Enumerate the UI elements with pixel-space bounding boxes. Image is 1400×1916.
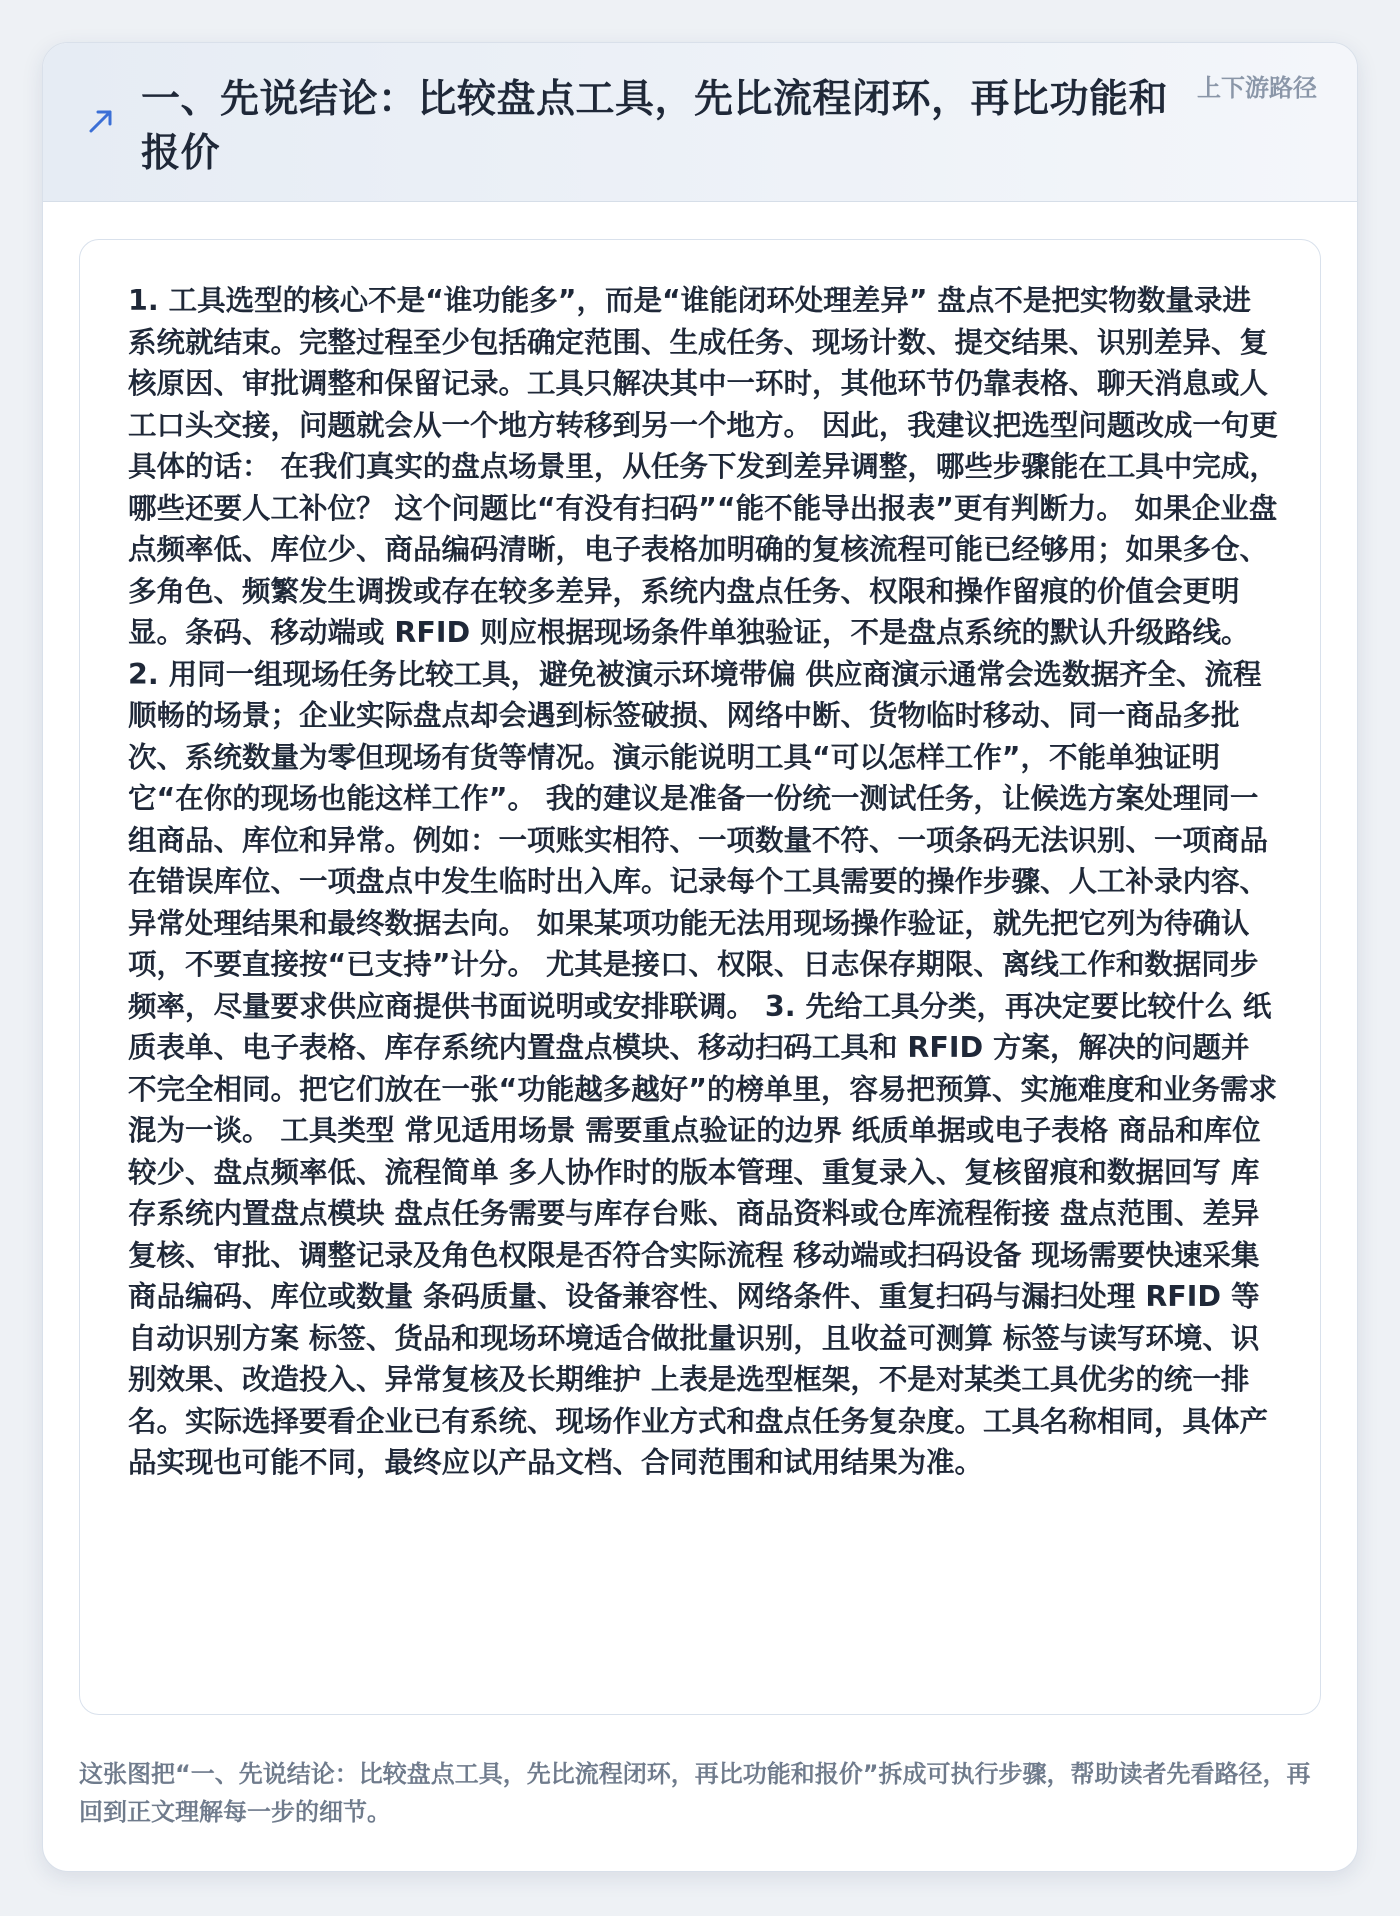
arrow-up-right-icon [83,103,119,139]
article-card [42,42,1358,1872]
figure-caption: 这张图把“一、先说结论：比较盘点工具，先比流程闭环，再比功能和报价”拆成可执行步骤，帮助读者先看路径，再回到正文理解每一步的细节。 [79,1760,1311,1826]
card-header [43,43,1357,202]
section-title: 一、先说结论：比较盘点工具，先比流程闭环，再比功能和报价 [141,77,1169,176]
body-text: 1. 工具选型的核心不是“谁功能多”，而是“谁能闭环处理差异” 盘点不是把实物数量录进系统就结束。完整过程至少包括确定范围、生成任务、现场计数、提交结果、识别差异、复核原因、审批调整和保留记录。工具只解决其中一环时，其他环节仍靠表格、聊天消息或人工口头交接，问题就会从一个地方转移到另一个地方。 因此，我建议把选型问题改成一句更具体的话： 在我们真实的盘点场景里，从任务下发到差异调整，哪些步骤能在工具中完成，哪些还要人工补位？ 这个问题比“有没有扫码”“能不能导出报表”更有判断力。 如果企业盘点频率低、库位少、商品编码清晰，电子表格加明确的复核流程可能已经够用；如果多仓、多角色、频繁发生调拨或存在较多差异，系统内盘点任务、权限和操作留痕的价值会更明显。条码、移动端或 RFID 则应根据现场条件单独验证，不是盘点系统的默认升级路线。 2. 用同一组现场任务比较工具，避免被演示环境带偏 供应商演示通常会选数据齐全、流程顺畅的场景；企业实际盘点却会遇到标签破损、网络中断、货物临时移动、同一商品多批次、系统数量为零但现场有货等情况。演示能说明工具“可以怎样工作”，不能单独证明它“在你的现场也能这样工作”。 我的建议是准备一份统一测试任务，让候选方案处理同一组商品、库位和异常。例如：一项账实相符、一项数量不符、一项条码无法识别、一项商品在错误库位、一项盘点中发生临时出入库。记录每个工具需要的操作步骤、人工补录内容、异常处理结果和最终数据去向。 如果某项功能无法用现场操作验证，就先把它列为待确认项，不要直接按“已支持”计分。 尤其是接口、权限、日志保存期限、离线工作和数据同步频率，尽量要求供应商提供书面说明或安排联调。 3. 先给工具分类，再决定要比较什么 纸质表单、电子表格、库存系统内置盘点模块、移动扫码工具和 RFID 方案，解决的问题并不完全相同。把它们放在一张“功能越多越好”的榜单里，容易把预算、实施难度和业务需求混为一谈。 工具类型 常见适用场景 需要重点验证的边界 纸质单据或电子表格 商品和库位较少、盘点频率低、流程简单 多人协作时的版本管理、重复录入、复核留痕和数据回写 库存系统内置盘点模块 盘点任务需要与库存台账、商品资料或仓库流程衔接 盘点范围、差异复核、审批、调整记录及角色权限是否符合实际流程 移动端或扫码设备 现场需要快速采集商品编码、库位或数量 条码质量、设备兼容性、网络条件、重复扫码与漏扫处理 RFID 等自动识别方案 标签、货品和现场环境适合做批量识别，且收益可测算 标签与读写环境、识别效果、改造投入、异常复核及长期维护 上表是选型框架，不是对某类工具优劣的统一排名。实际选择要看企业已有系统、现场作业方式和盘点任务复杂度。工具名称相同，具体产品实现也可能不同，最终应以产品文档、合同范围和试用结果为准。 [128,284,1278,1479]
content-panel [79,239,1321,1715]
section-tag: 上下游路径 [1197,74,1317,102]
